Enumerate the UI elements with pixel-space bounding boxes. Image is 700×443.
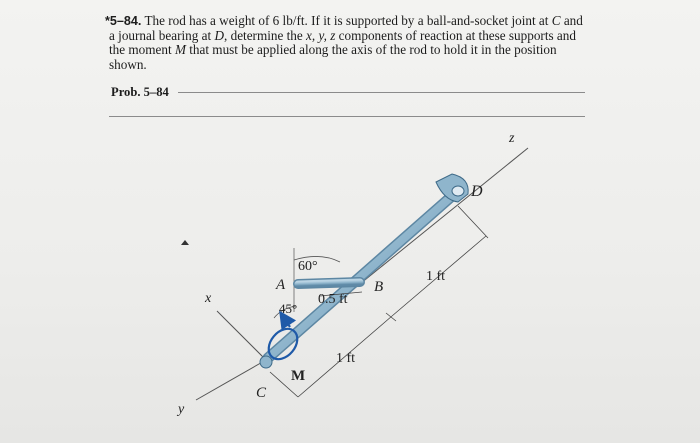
problem-text-1: The rod has a weight of 6 lb/ft. If it is supported by a ball-and-socket joint at bbox=[141, 13, 552, 28]
problem-text-D: D bbox=[214, 27, 224, 43]
dim-label-1ft-upper: 1 ft bbox=[426, 269, 446, 284]
axis-label-x: x bbox=[205, 291, 212, 306]
problem-number: *5–84. bbox=[105, 14, 142, 28]
journal-bearing-D bbox=[436, 174, 468, 202]
problem-text-3: , determine the bbox=[224, 27, 307, 43]
x-axis bbox=[217, 311, 266, 360]
problem-text-4: components of reaction at these supports and the moment bbox=[109, 27, 576, 58]
dim-label-0.5ft: 0.5 ft bbox=[318, 292, 348, 307]
problem-text-C: C bbox=[551, 13, 561, 28]
small-arrow-icon bbox=[181, 240, 189, 245]
figure-label: Prob. 5–84 bbox=[111, 85, 169, 99]
angle-label-60: 60° bbox=[298, 259, 318, 274]
axis-label-y: y bbox=[178, 402, 185, 417]
axis-label-z: z bbox=[509, 131, 515, 146]
point-label-B: B bbox=[374, 279, 384, 295]
ball-socket-C bbox=[260, 356, 272, 368]
moment-label-M: M bbox=[291, 368, 306, 384]
problem-text-5: that must be applied along the axis of the rod to hold it in the position shown. bbox=[109, 42, 557, 72]
rod-branch bbox=[298, 282, 360, 284]
point-label-A: A bbox=[276, 277, 286, 293]
point-label-D: D bbox=[471, 183, 483, 200]
problem-text-M: M bbox=[174, 42, 186, 58]
problem-text-xyz: x, y, z bbox=[306, 27, 336, 43]
dim-label-1ft-lower: 1 ft bbox=[336, 351, 356, 366]
angle-label-45: 45° bbox=[279, 301, 298, 316]
point-label-C: C bbox=[256, 385, 267, 401]
problem-text-2: and a journal bearing at bbox=[109, 13, 583, 43]
